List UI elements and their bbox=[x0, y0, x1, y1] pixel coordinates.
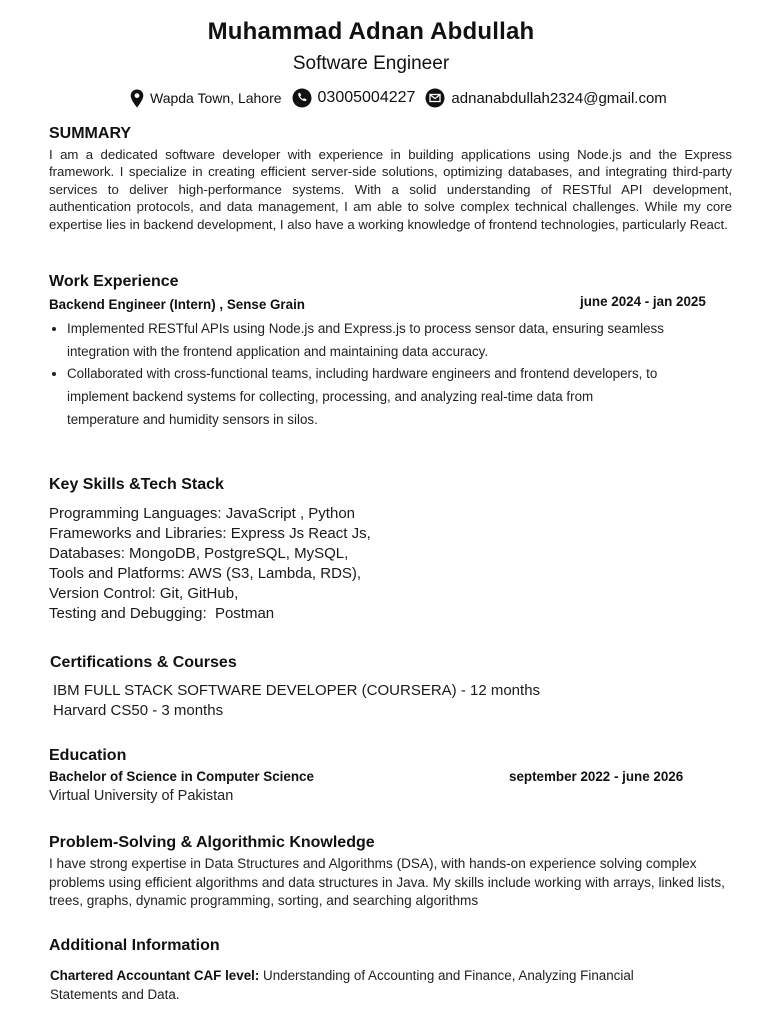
work-bullet: • Collaborated with cross-functional teams, including hardware engineers and frontend developers, to implement backend systems for collecting, processing, and analyzing real-time data from temperature and humidity sensors in silos. bbox=[67, 363, 667, 431]
work-dates: june 2024 - jan 2025 bbox=[580, 294, 706, 309]
skill-item: Programming Languages: JavaScript , Python bbox=[49, 505, 355, 522]
summary-heading: SUMMARY bbox=[49, 125, 132, 142]
summary-text: I am a dedicated software developer with experience in building applications using Node.js and the Express framework. I specialize in creating efficient server-side solutions, optimizing databases, and integrating third-party services to deliver high-performance systems. With a solid understanding of RESTful API development, authentication protocols, and data management, I am able to solve complex technical challenges. While my core expertise lies in backend development, I also have a working knowledge of frontend technologies, particularly React. bbox=[49, 147, 732, 232]
skill-item: Databases: MongoDB, PostgreSQL, MySQL, bbox=[49, 545, 349, 562]
skills-list bbox=[49, 504, 371, 624]
additional-text-block bbox=[50, 966, 650, 1004]
skill-item: Testing and Debugging: Postman bbox=[49, 605, 275, 622]
certifications-heading: Certifications & Courses bbox=[50, 654, 237, 671]
email-icon bbox=[425, 88, 445, 108]
skill-item: Frameworks and Libraries: Express Js React Js, bbox=[49, 525, 371, 542]
map-pin-icon bbox=[130, 89, 144, 108]
work-bullets bbox=[49, 318, 667, 432]
education-heading: Education bbox=[49, 747, 127, 764]
contact-location bbox=[130, 89, 282, 108]
education-dates: september 2022 - june 2026 bbox=[509, 769, 684, 784]
certification-item: Harvard CS50 - 3 months bbox=[53, 702, 224, 719]
email-text: adnanabdullah2324@gmail.com bbox=[451, 89, 667, 107]
job-title: Software Engineer bbox=[292, 53, 450, 74]
resume-name: Muhammad Adnan Abdullah bbox=[207, 18, 535, 45]
problem-solving-text: I have strong expertise in Data Structures and Algorithms (DSA), with hands-on experience solving complex problems using efficient algorithms and data structures in Java. My skills include working with arrays, linked lists, trees, graphs, dynamic programming, sorting, and searching algorithms bbox=[49, 856, 725, 908]
work-bullet: • Implemented RESTful APIs using Node.js and Express.js to process sensor data, ensuring seamless integration with the frontend application and maintaining data accuracy. bbox=[67, 318, 667, 363]
contact-email bbox=[425, 88, 666, 108]
certification-item: IBM FULL STACK SOFTWARE DEVELOPER (COURSERA) - 12 months bbox=[53, 682, 541, 699]
contact-phone bbox=[292, 88, 416, 108]
skill-item: Tools and Platforms: AWS (S3, Lambda, RDS), bbox=[49, 565, 362, 582]
contact-bar bbox=[130, 88, 677, 108]
work-position: Backend Engineer (Intern) , Sense Grain bbox=[49, 297, 305, 312]
problem-solving-heading: Problem-Solving & Algorithmic Knowledge bbox=[49, 834, 375, 851]
education-school: Virtual University of Pakistan bbox=[49, 788, 234, 804]
additional-heading: Additional Information bbox=[49, 937, 220, 954]
additional-text: Understanding of Accounting and Finance, Analyzing Financial Statements and Data. bbox=[50, 968, 634, 1002]
additional-label: Chartered Accountant CAF level: bbox=[50, 968, 260, 983]
location-text: Wapda Town, Lahore bbox=[150, 90, 282, 106]
skill-item: Version Control: Git, GitHub, bbox=[49, 585, 239, 602]
phone-icon bbox=[292, 88, 312, 108]
education-degree: Bachelor of Science in Computer Science bbox=[49, 769, 314, 784]
work-heading: Work Experience bbox=[49, 273, 179, 290]
phone-text: 03005004227 bbox=[317, 89, 416, 106]
certifications-list bbox=[53, 681, 540, 721]
skills-heading: Key Skills &Tech Stack bbox=[49, 476, 224, 493]
